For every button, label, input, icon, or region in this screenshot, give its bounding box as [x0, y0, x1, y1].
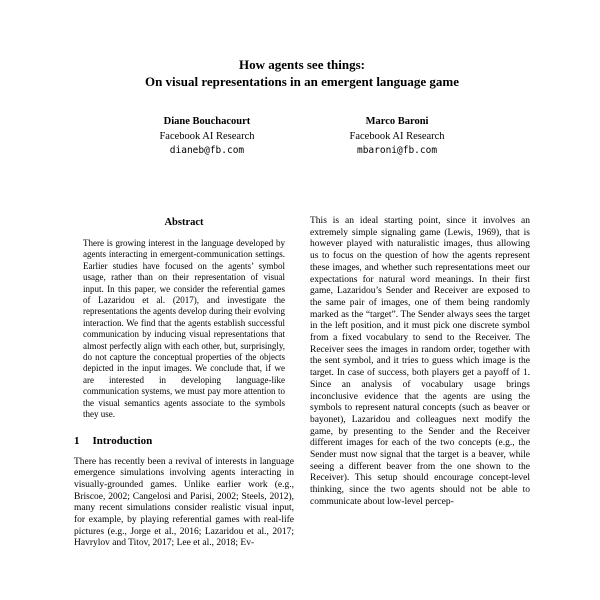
right-column-text: This is an ideal starting point, since it involves an extremely simple signaling game (Lewis, 1969), that is however played with naturalistic images, thus allowing us to focus on the question of how the agents represent these images, and whether such representations meet our expectations for natural word meanings. In their first game, Lazaridou’s Sender and Receiver are exposed to the same pair of images, one of them being randomly marked as the “target”. The Sender always sees the target in the left position, and it must pick one discrete symbol from a fixed vocabulary to send to the Receiver. The Receiver sees the images in random order, together with the sent symbol, and it tries to guess which image is the target. In case of success, both players get a payoff of 1. Since an analysis of vocabulary usage brings inconclusive evidence that the agents are using the symbols to represent natural concepts (such as beaver or bayonet), Lazaridou and colleagues next modify the game, by presenting to the Sender and the Receiver different images for each of the two concepts (e.g., the Sender must now signal that the target is a beaver, while seeing a different beaver from the one shown to the Receiver). This setup should encourage concept-level thinking, since the two agents should not be able to communicate about low-level percep- [310, 216, 530, 507]
abstract-heading: Abstract [164, 217, 204, 228]
author-block [74, 114, 530, 158]
paper-title-line1: How agents see things: [238, 57, 366, 72]
paper-title [74, 56, 530, 90]
section-1-number: 1 [74, 434, 80, 447]
section-1-title: Introduction [92, 434, 153, 447]
author-2-name: Marco Baroni [365, 116, 429, 127]
author-2-email: mbaroni@fb.com [356, 145, 438, 156]
section-1-text: There has recently been a revival of interests in language emergence simulations involving agents interacting in visually-grounded games. Unlike earlier work (e.g., Briscoe, 2002; Cangelosi and Parisi, 2002; Steels, 2012), many recent simulations consider realistic visual input, for example, by playing referential games with real-life pictures (e.g., Jorge et al., 2016; Lazaridou et al., 2017; Havrylov and Titov, 2017; Lee et al., 2018; Ev- [74, 456, 294, 549]
author-2-affiliation: Facebook AI Research [349, 131, 445, 142]
author-1-email: dianeb@fb.com [169, 145, 245, 156]
abstract-text: There is growing interest in the language developed by agents interacting in emergent-communication settings. Earlier studies have focused on the agents’ symbol usage, rather than on their representation of visual input. In this paper, we consider the referential games of Lazaridou et al. (2017), and investigate the representations the agents develop during their evolving interaction. We find that the agents establish successful communication by inducing visual representations that almost perfectly align with each other, but, surprisingly, do not capture the conceptual properties of the objects depicted in the input images. We conclude that, if we are interested in developing language-like communication systems, we must pay more attention to the visual semantics agents associate to the symbols they use. [83, 238, 285, 420]
section-1-heading [74, 435, 294, 448]
author-1-affiliation: Facebook AI Research [159, 131, 255, 142]
left-column [74, 216, 294, 550]
author-1-name: Diane Bouchacourt [163, 116, 251, 127]
two-column-body [74, 216, 530, 550]
right-column [310, 216, 530, 550]
paper-title-line2: On visual representations in an emergent language game [144, 74, 460, 89]
author-2 [350, 114, 445, 158]
author-1 [159, 114, 254, 158]
